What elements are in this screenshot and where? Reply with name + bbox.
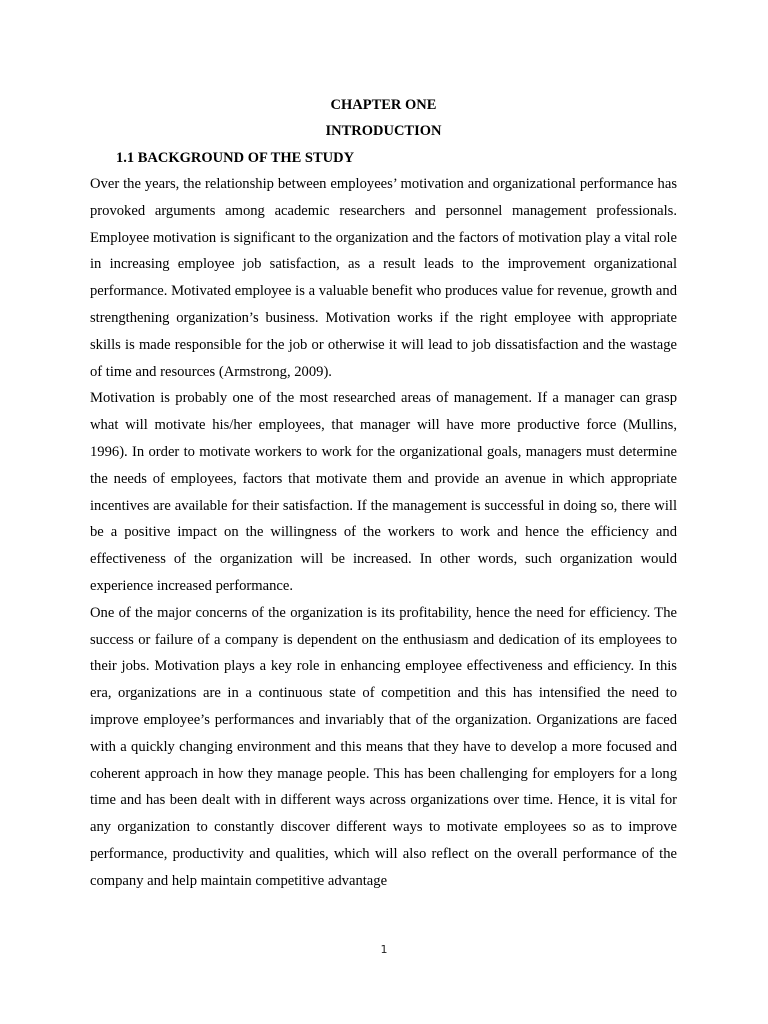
- paragraph-1: Over the years, the relationship between employees’ motivation and organizational performance has provoked arguments among academic researchers and personnel management professionals. Employee motivation is significant to the organization and the factors of motivation play a vital role in increasing employee job satisfaction, as a result leads to the improvement organizational performance. Motivated employee is a valuable benefit who produces value for revenue, growth and strengthening organization’s business. Motivation works if the right employee with appropriate skills is made responsible for the job or otherwise it will lead to job dissatisfaction and the wastage of time and resources (Armstrong, 2009).: [90, 176, 677, 380]
- section-heading: 1.1 BACKGROUND OF THE STUDY: [116, 150, 355, 166]
- page-number: 1: [380, 943, 388, 956]
- paragraph-3: One of the major concerns of the organization is its profitability, hence the need for efficiency. The success or failure of a company is dependent on the enthusiasm and dedication of its employees to their jobs. Motivation plays a key role in enhancing employee effectiveness and efficiency. In this era, organizations are in a continuous state of competition and this has intensified the need to improve employee’s performances and invariably that of the organization. Organizations are faced with a quickly changing environment and this means that they have to develop a more focused and coherent approach in how they manage people. This has been challenging for employers for a long time and has been dealt with in different ways across organizations over time. Hence, it is vital for any organization to constantly discover different ways to motivate employees so as to improve performance, productivity and qualities, which will also reflect on the overall performance of the company and help maintain competitive advantage: [90, 604, 677, 889]
- page-content: [90, 92, 677, 895]
- paragraph-2: Motivation is probably one of the most researched areas of management. If a manager can grasp what will motivate his/her employees, that manager will have more productive force (Mullins, 1996). In order to motivate workers to work for the organizational goals, managers must determine the needs of employees, factors that motivate them and provide an avenue in which appropriate incentives are available for their satisfaction. If the management is successful in doing so, there will be a positive impact on the willingness of the workers to work and hence the efficiency and effectiveness of the organization will be increased. In other words, such organization would experience increased performance.: [90, 390, 677, 594]
- chapter-title: CHAPTER ONE: [330, 97, 437, 113]
- chapter-subtitle: INTRODUCTION: [325, 123, 442, 139]
